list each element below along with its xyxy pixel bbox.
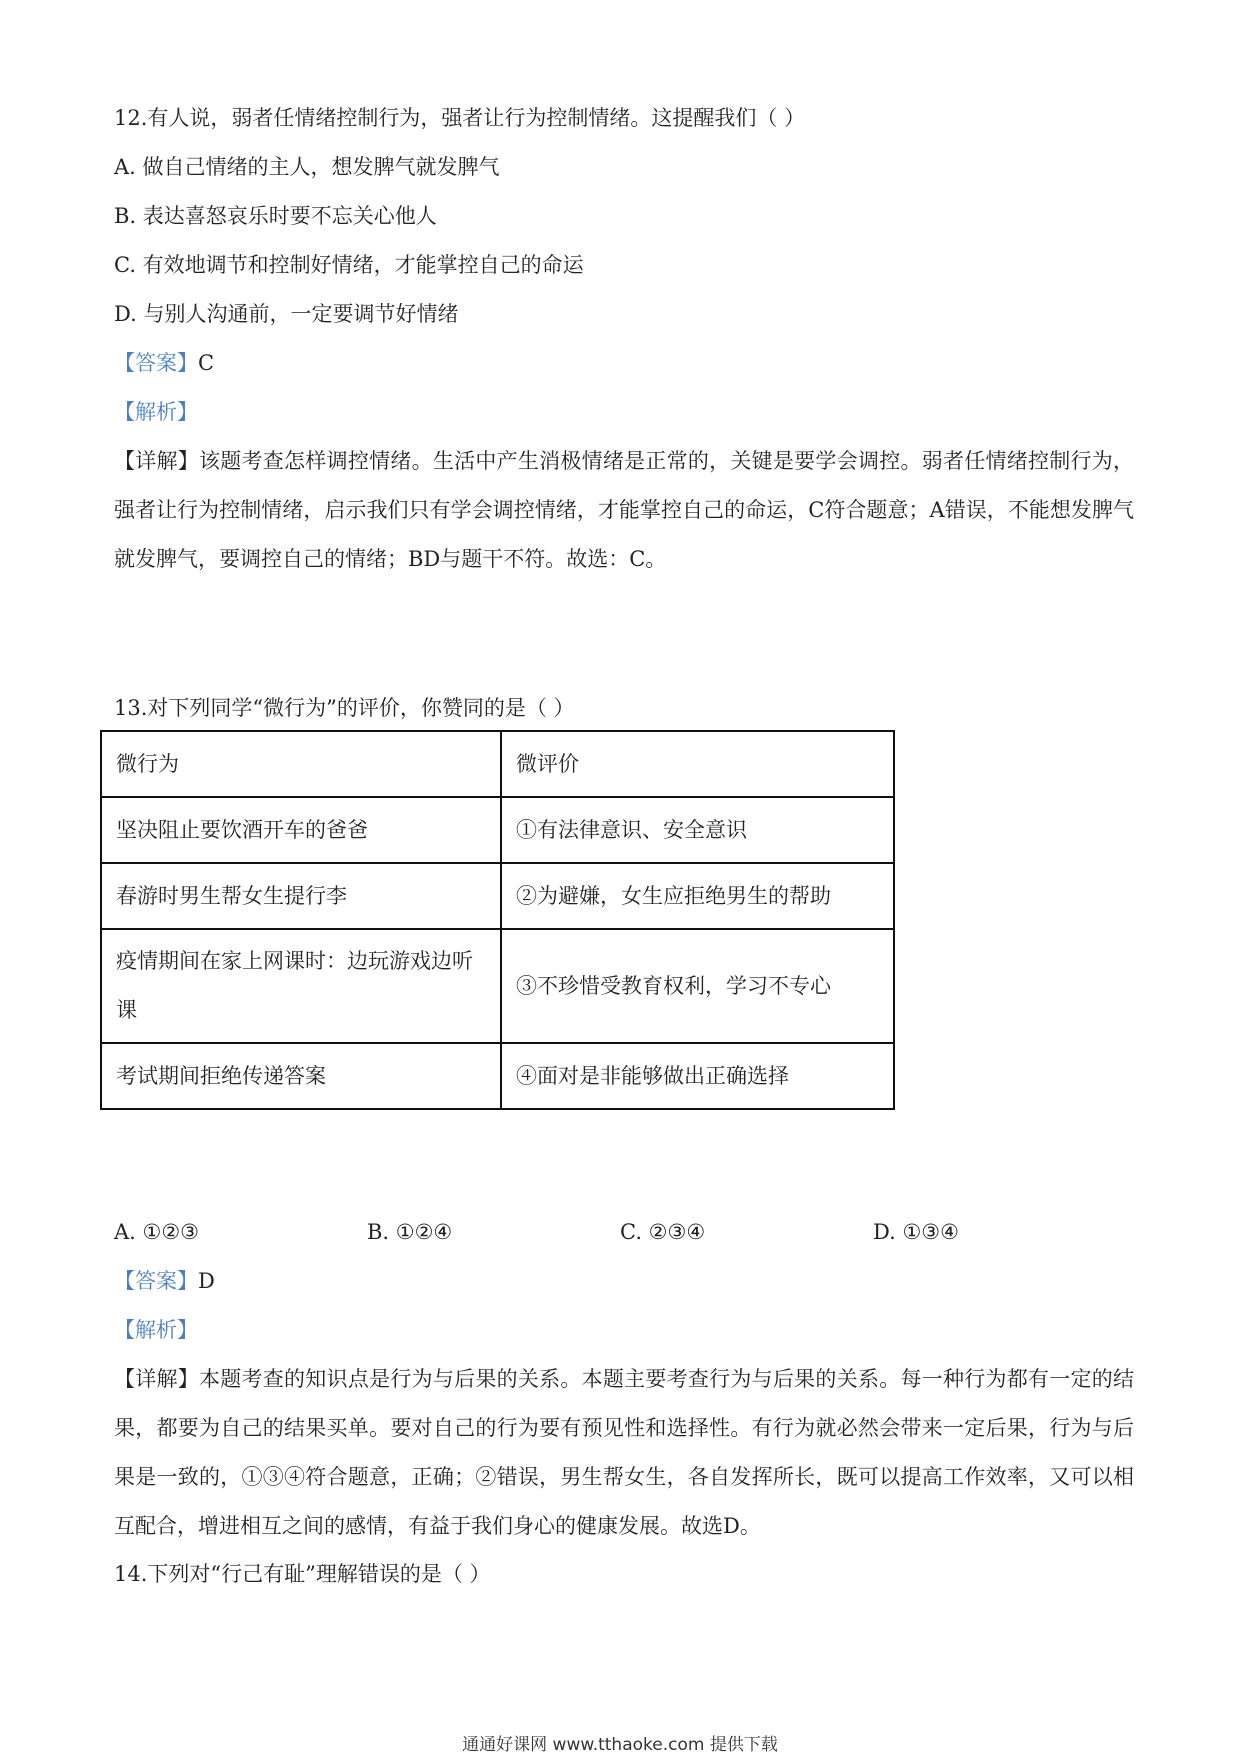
answer-value: D xyxy=(198,1269,215,1293)
q13-table xyxy=(100,730,895,1110)
q13-analysis-tag: 【解析】 xyxy=(114,1318,198,1342)
q12-option-d: D. 与别人沟通前，一定要调节好情绪 xyxy=(114,302,459,326)
q12-option-b: B. 表达喜怒哀乐时要不忘关心他人 xyxy=(114,204,437,228)
q14-stem: 14.下列对“行己有耻”理解错误的是（ ） xyxy=(114,1562,491,1586)
q12-option-c: C. 有效地调节和控制好情绪，才能掌控自己的命运 xyxy=(114,253,584,277)
q13-option-d: D. ①③④ xyxy=(873,1220,959,1244)
table-cell: ③不珍惜受教育权利，学习不专心 xyxy=(501,929,894,1043)
table-cell: 疫情期间在家上网课时：边玩游戏边听课 xyxy=(101,929,501,1043)
table-row xyxy=(101,797,894,863)
table-cell: ④面对是非能够做出正确选择 xyxy=(501,1043,894,1109)
q13-answer xyxy=(114,1267,215,1295)
page-footer: 通通好课网 www.tthaoke.com 提供下载 xyxy=(462,1735,778,1755)
detail-text: 该题考查怎样调控情绪。生活中产生消极情绪是正常的，关键是要学会调控。弱者任情绪控制行为，强者让行为控制情绪，启示我们只有学会调控情绪，才能掌控自己的命运，C符合题意；A错误，不能想发脾气就发脾气，要调控自己的情绪；BD与题干不符。故选：C。 xyxy=(114,449,1135,571)
detail-tag: 【详解】 xyxy=(114,1367,200,1391)
table-cell: 春游时男生帮女生提行李 xyxy=(101,863,501,929)
answer-value: C xyxy=(198,351,215,375)
q12-detail xyxy=(114,437,1134,584)
answer-tag: 【答案】 xyxy=(114,1269,198,1293)
q13-option-b: B. ①②④ xyxy=(367,1220,453,1244)
table-row xyxy=(101,863,894,929)
detail-tag: 【详解】 xyxy=(114,449,200,473)
q13-option-c: C. ②③④ xyxy=(620,1220,706,1244)
answer-tag: 【答案】 xyxy=(114,351,198,375)
table-cell: ②为避嫌，女生应拒绝男生的帮助 xyxy=(501,863,894,929)
table-header-cell: 微行为 xyxy=(101,731,501,797)
table-header-row xyxy=(101,731,894,797)
table-header-cell: 微评价 xyxy=(501,731,894,797)
table-row xyxy=(101,929,894,1043)
q13-option-a: A. ①②③ xyxy=(114,1220,199,1244)
q13-stem: 13.对下列同学“微行为”的评价，你赞同的是（ ） xyxy=(114,696,575,720)
table-cell: 考试期间拒绝传递答案 xyxy=(101,1043,501,1109)
table-row xyxy=(101,1043,894,1109)
table-cell: 坚决阻止要饮酒开车的爸爸 xyxy=(101,797,501,863)
q12-analysis-tag: 【解析】 xyxy=(114,400,198,424)
detail-text: 本题考查的知识点是行为与后果的关系。本题主要考查行为与后果的关系。每一种行为都有一定的结果，都要为自己的结果买单。要对自己的行为要有预见性和选择性。有行为就必然会带来一定后果，行为与后果是一致的，①③④符合题意，正确；②错误，男生帮女生，各自发挥所长，既可以提高工作效率，又可以相互配合，增进相互之间的感情，有益于我们身心的健康发展。故选D。 xyxy=(114,1367,1135,1538)
q13-detail xyxy=(114,1355,1134,1551)
q12-answer xyxy=(114,349,214,377)
table-cell: ①有法律意识、安全意识 xyxy=(501,797,894,863)
q12-option-a: A. 做自己情绪的主人，想发脾气就发脾气 xyxy=(114,155,500,179)
q12-stem: 12.有人说，弱者任情绪控制行为，强者让行为控制情绪。这提醒我们（ ） xyxy=(114,106,806,130)
